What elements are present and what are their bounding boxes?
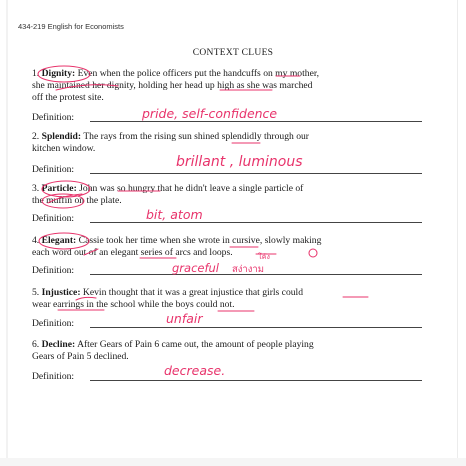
sentence-text: she maintained her dignity, holding her head up high as she was marched (32, 80, 313, 91)
vocab-word: Elegant: (41, 235, 77, 246)
definition-row-4 (32, 263, 422, 277)
vocab-word: Particle: (41, 183, 77, 194)
scan-edge-left (6, 0, 8, 466)
question-1-line-1 (32, 68, 424, 80)
answer-line (90, 222, 422, 223)
definition-label: Definition: (32, 265, 75, 276)
question-number: 1. (32, 68, 40, 79)
question-5-line-1 (32, 287, 424, 299)
sentence-text: the muffin on the plate. (32, 195, 122, 206)
question-1 (32, 68, 424, 104)
question-number: 4. (32, 235, 40, 246)
answer-line (90, 327, 422, 328)
sentence-text: kitchen window. (32, 143, 96, 154)
question-5 (32, 287, 424, 311)
question-number: 5. (32, 287, 40, 298)
vocab-word: Dignity: (41, 68, 76, 79)
definition-label: Definition: (32, 112, 75, 123)
question-number: 3. (32, 183, 40, 194)
sentence-text: wear earrings in the school while the boys could not. (32, 299, 235, 310)
question-3-line-1 (32, 183, 424, 195)
scan-edge-right (457, 0, 458, 466)
vocab-word: Splendid: (41, 131, 82, 142)
definition-row-6 (32, 369, 422, 383)
definition-row-3 (32, 211, 422, 225)
sentence-text: The rays from the rising sun shined splendidly through our (83, 131, 309, 142)
vocab-word: Injustice: (41, 287, 81, 298)
answer-line (90, 380, 422, 381)
scan-edge-bottom (0, 458, 466, 466)
question-number: 2. (32, 131, 40, 142)
sentence-text: John was so hungry that he didn't leave a single particle of (79, 183, 304, 194)
question-3 (32, 183, 424, 207)
question-2-line-1 (32, 131, 424, 143)
sentence-text: Cassie took her time when she wrote in cursive, slowly making (78, 235, 322, 246)
question-4-line-1 (32, 235, 424, 247)
definition-label: Definition: (32, 164, 75, 175)
vocab-word: Decline: (41, 339, 76, 350)
question-6 (32, 339, 424, 363)
worksheet-title: CONTEXT CLUES (192, 48, 274, 58)
question-6-line-1 (32, 339, 424, 351)
handwritten-margin-note: โค้ง (258, 253, 270, 261)
sentence-text: each word out of an elegant series of arcs and loops. (32, 247, 233, 258)
definition-label: Definition: (32, 318, 75, 329)
question-number: 6. (32, 339, 40, 350)
handwritten-answer-5: unfair (166, 311, 203, 326)
handwritten-answer-3: bit, atom (146, 207, 203, 222)
handwritten-answer-6: decrease. (164, 363, 226, 378)
handwritten-answer-4-thai: สง่างาม (232, 264, 265, 275)
sentence-text: Even when the police officers put the handcuffs on my mother, (77, 68, 320, 79)
definition-label: Definition: (32, 371, 75, 382)
sentence-text: off the protest site. (32, 92, 104, 103)
handwritten-answer-4: graceful (172, 261, 220, 275)
answer-line (90, 121, 422, 122)
sentence-text: Kevin thought that it was a great injustice that girls could (82, 287, 303, 298)
sentence-text: After Gears of Pain 6 came out, the amount of people playing (77, 339, 314, 350)
handwritten-answer-2: brillant , luminous (176, 154, 303, 170)
question-4 (32, 235, 424, 259)
sentence-text: Gears of Pain 5 declined. (32, 351, 129, 362)
answer-line (90, 173, 422, 174)
definition-label: Definition: (32, 213, 75, 224)
handwritten-answer-1: pride, self-confidence (142, 106, 278, 121)
course-header: 434-219 English for Economists (18, 22, 124, 31)
question-2 (32, 131, 424, 155)
definition-row-5 (32, 316, 422, 330)
